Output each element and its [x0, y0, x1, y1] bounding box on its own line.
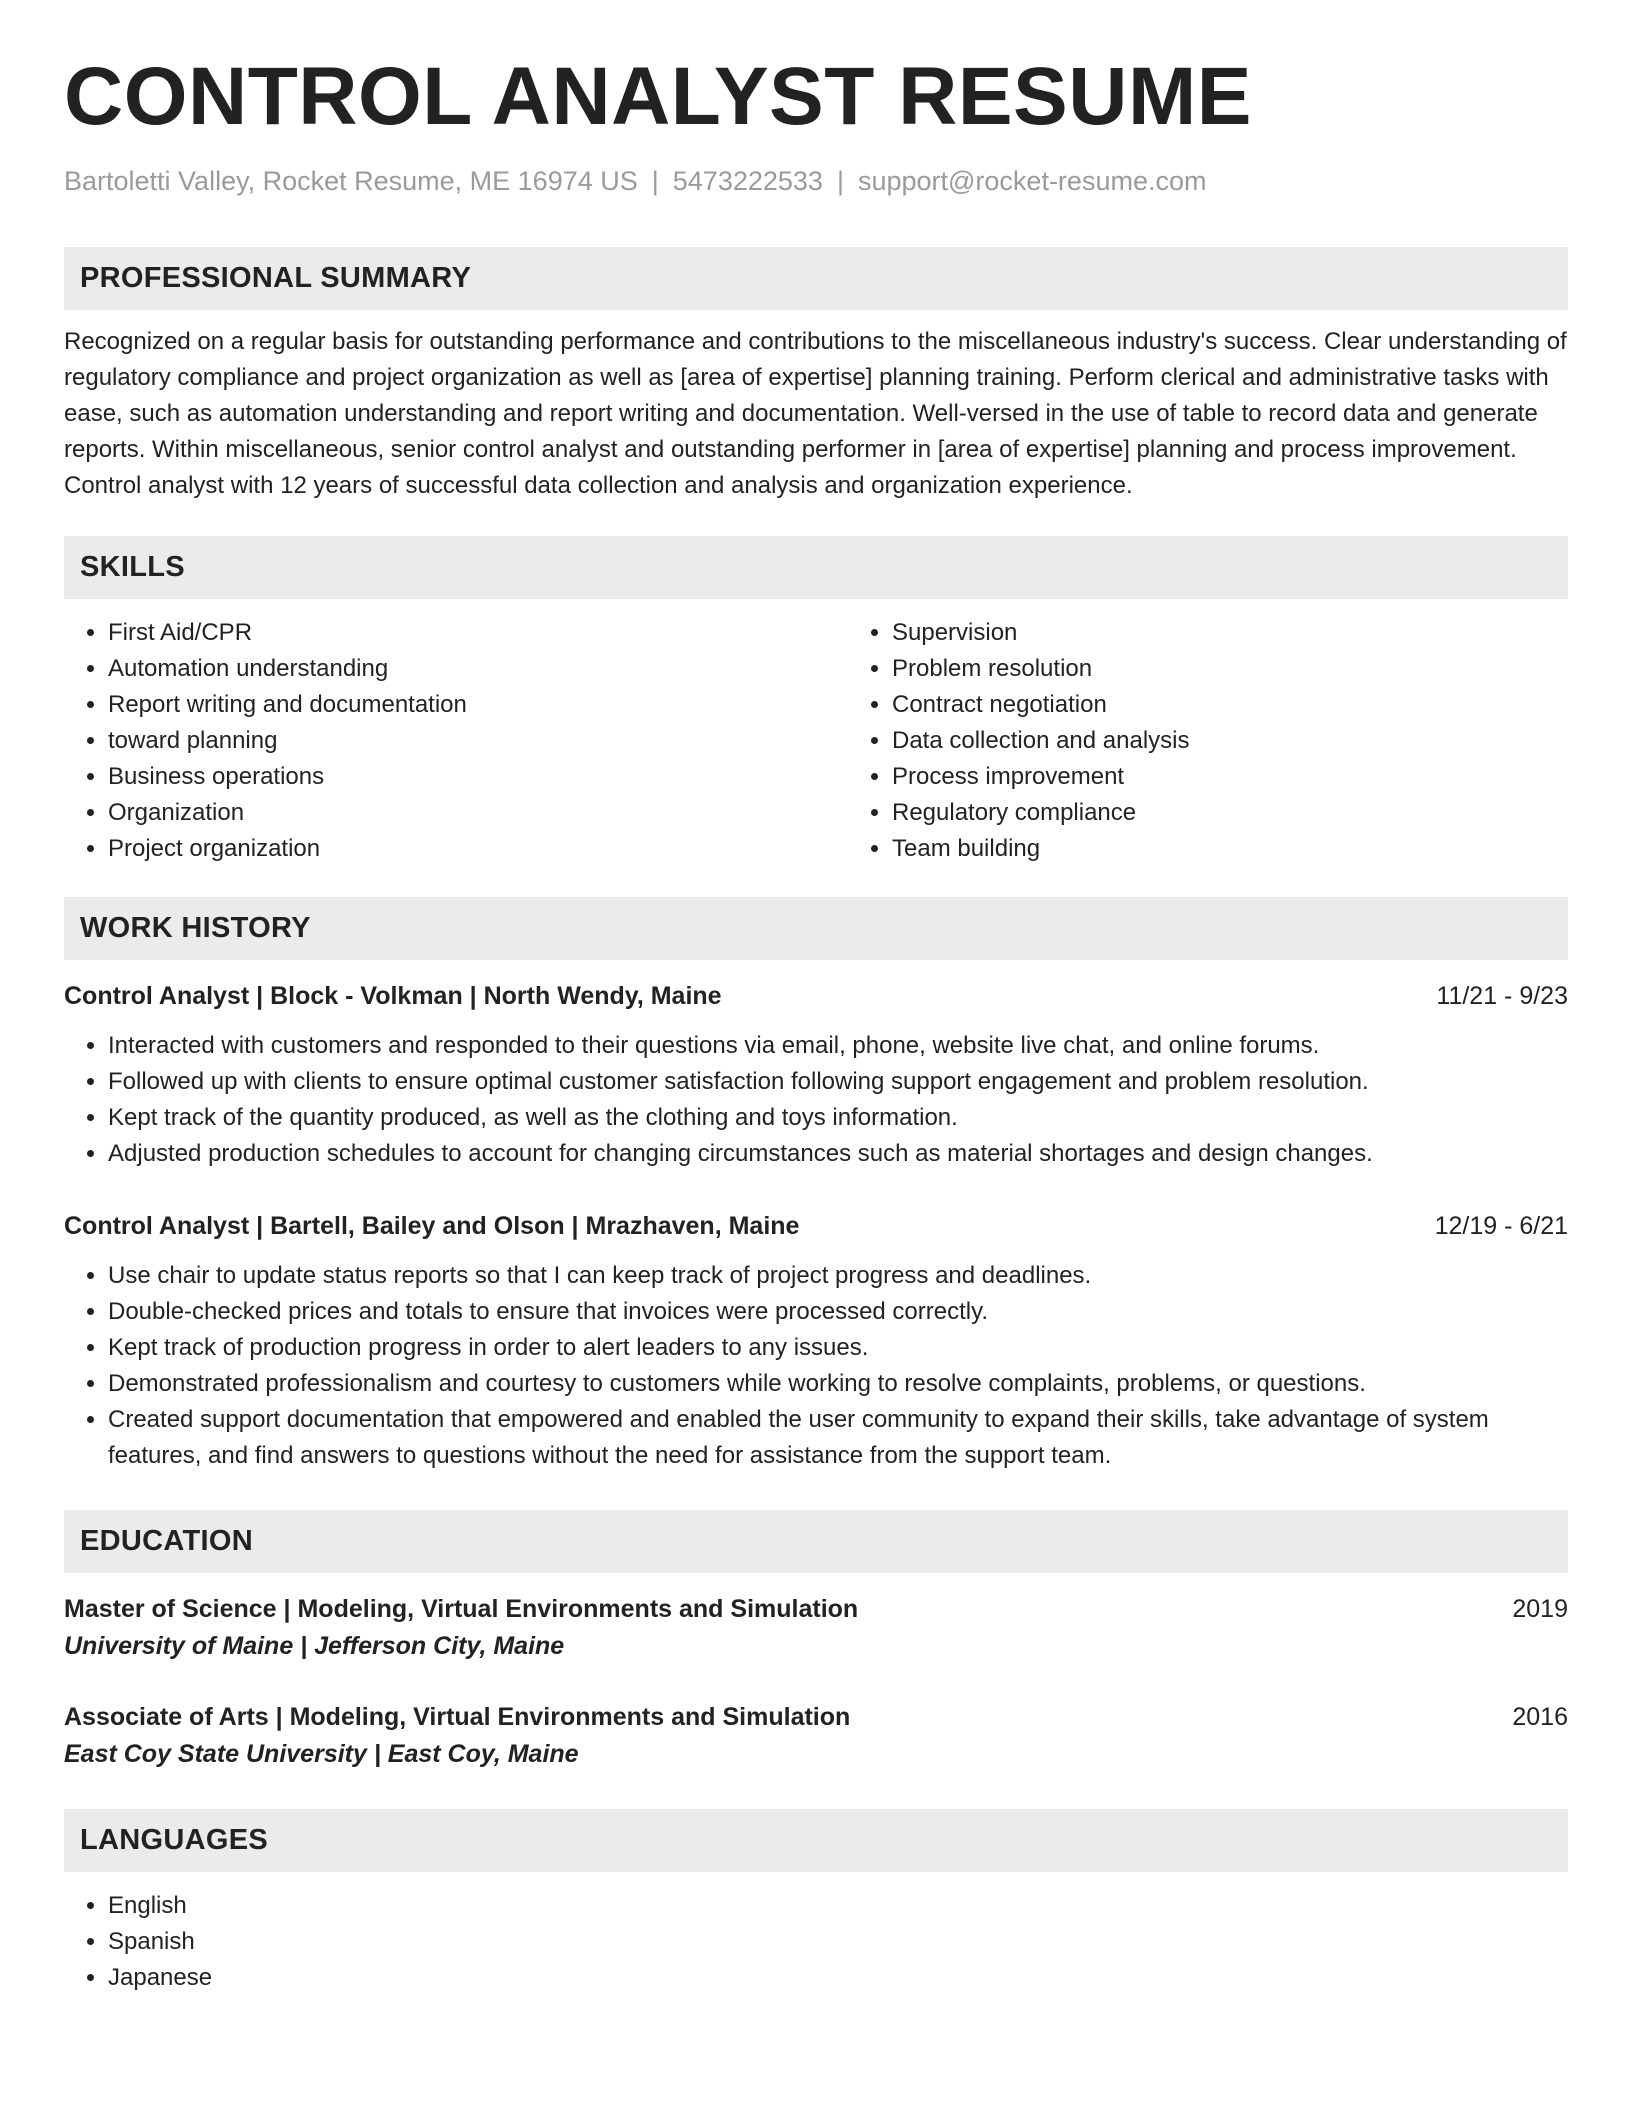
skill-item: • Automation understanding [108, 651, 848, 687]
skill-item: • Team building [892, 831, 1632, 867]
job-title: Control Analyst | Bartell, Bailey and Olson | Mrazhaven, Maine [64, 1212, 800, 1240]
skill-item: • Data collection and analysis [892, 723, 1632, 759]
skill-item: • Process improvement [892, 759, 1632, 795]
school-name: East Coy State University | East Coy, Maine [64, 1740, 579, 1768]
skill-item: • toward planning [108, 723, 848, 759]
skill-item: • Contract negotiation [892, 687, 1632, 723]
skill-item: • Organization [108, 795, 848, 831]
job-header [64, 978, 1568, 1014]
graduation-year: 2019 [1512, 1595, 1568, 1623]
contact-separator: | [836, 166, 844, 196]
education-heading: EDUCATION [64, 1510, 1568, 1573]
job-header [64, 1208, 1568, 1244]
summary-heading: PROFESSIONAL SUMMARY [64, 247, 1568, 310]
job-dates: 11/21 - 9/23 [1436, 982, 1568, 1010]
language-item: • English [108, 1888, 1568, 1924]
skill-item: • Business operations [108, 759, 848, 795]
skill-item: • Problem resolution [892, 651, 1632, 687]
contact-separator: | [651, 166, 659, 196]
skill-item: • First Aid/CPR [108, 615, 848, 651]
job-bullet: • Created support documentation that empowered and enabled the user community to expand their skills, take advantage of system features, and find answers to questions without the need for assistance from the support team. [108, 1402, 1568, 1474]
language-item: • Spanish [108, 1924, 1568, 1960]
skill-item: • Report writing and documentation [108, 687, 848, 723]
job-bullets [64, 1028, 1568, 1172]
job-title: Control Analyst | Block - Volkman | North Wendy, Maine [64, 982, 722, 1010]
resume-title: CONTROL ANALYST RESUME [64, 51, 1252, 142]
skill-item: • Regulatory compliance [892, 795, 1632, 831]
job-bullet: • Adjusted production schedules to account for changing circumstances such as material shortages and design changes. [108, 1136, 1568, 1172]
job-bullets [64, 1258, 1568, 1474]
degree-title: Master of Science | Modeling, Virtual Environments and Simulation [64, 1595, 859, 1623]
skill-item: • Supervision [892, 615, 1632, 651]
job-entry [64, 1208, 1568, 1474]
languages-heading: LANGUAGES [64, 1809, 1568, 1872]
work-history-heading: WORK HISTORY [64, 897, 1568, 960]
job-entry [64, 978, 1568, 1172]
job-bullet: • Kept track of the quantity produced, as well as the clothing and toys information. [108, 1100, 1568, 1136]
language-item: • Japanese [108, 1960, 1568, 1996]
skills-heading: SKILLS [64, 536, 1568, 599]
education-entry [64, 1699, 1568, 1773]
job-bullet: • Demonstrated professionalism and courtesy to customers while working to resolve complaints, problems, or questions. [108, 1366, 1568, 1402]
contact-line [64, 166, 1568, 197]
contact-phone: 5473222533 [672, 166, 823, 196]
skills-list-right [848, 615, 1632, 867]
contact-address: Bartoletti Valley, Rocket Resume, ME 16974 US [64, 166, 638, 196]
job-bullet: • Double-checked prices and totals to ensure that invoices were processed correctly. [108, 1294, 1568, 1330]
degree-title: Associate of Arts | Modeling, Virtual Environments and Simulation [64, 1703, 851, 1731]
job-bullet: • Kept track of production progress in order to alert leaders to any issues. [108, 1330, 1568, 1366]
skills-list-left [64, 615, 848, 867]
skill-item: • Project organization [108, 831, 848, 867]
job-bullet: • Followed up with clients to ensure optimal customer satisfaction following support engagement and problem resolution. [108, 1064, 1568, 1100]
job-dates: 12/19 - 6/21 [1434, 1212, 1568, 1240]
languages-list [64, 1888, 1568, 1996]
job-bullet: • Use chair to update status reports so that I can keep track of project progress and deadlines. [108, 1258, 1568, 1294]
school-name: University of Maine | Jefferson City, Maine [64, 1632, 565, 1660]
summary-text: Recognized on a regular basis for outstanding performance and contributions to the miscellaneous industry's success. Clear understanding of regulatory compliance and project organization as well as [area of expertise] planning training. Perform clerical and administrative tasks with ease, such as automation understanding and report writing and documentation. Well-versed in the use of table to record data and generate reports. Within miscellaneous, senior control analyst and outstanding performer in [area of expertise] planning and process improvement. Control analyst with 12 years of successful data collection and analysis and organization experience. [64, 328, 1567, 499]
education-entry [64, 1591, 1568, 1665]
contact-email: support@rocket-resume.com [857, 166, 1207, 196]
skills-columns [64, 615, 1568, 867]
education-header [64, 1591, 1568, 1627]
education-header [64, 1699, 1568, 1735]
job-bullet: • Interacted with customers and responded to their questions via email, phone, website live chat, and online forums. [108, 1028, 1568, 1064]
graduation-year: 2016 [1512, 1703, 1568, 1731]
